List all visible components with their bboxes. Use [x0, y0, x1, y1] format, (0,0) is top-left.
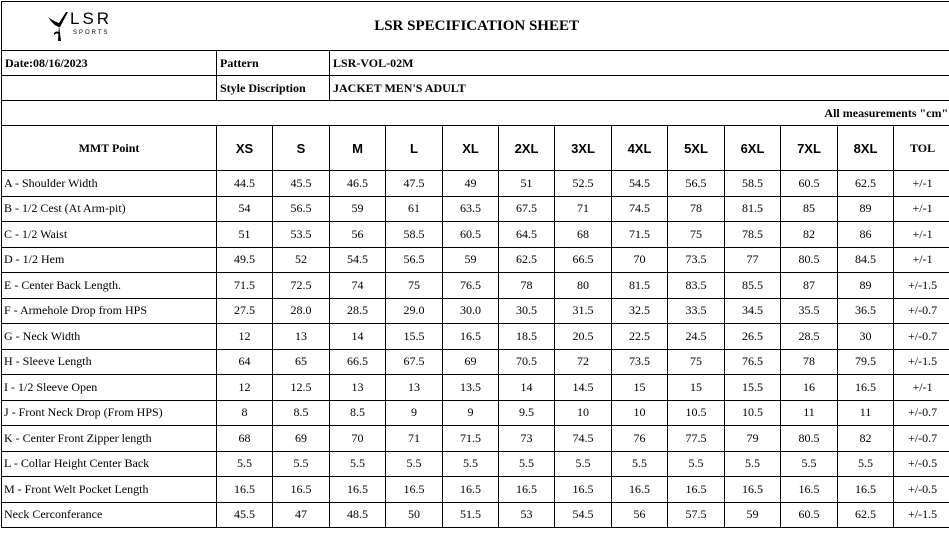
size-header: 6XL	[725, 126, 781, 171]
measurement-cell: 15.5	[386, 324, 443, 350]
measurement-cell: 69	[273, 426, 330, 452]
measurement-cell: 74.5	[555, 426, 612, 452]
swoosh-logo-icon	[46, 9, 72, 43]
info-row-pattern	[2, 51, 949, 76]
tolerance-cell: +/-0.7	[894, 324, 949, 350]
measurement-cell: 60.5	[781, 502, 838, 528]
measurement-cell: 60.5	[781, 171, 838, 197]
size-header: 7XL	[781, 126, 838, 171]
measurement-cell: 9.5	[499, 400, 555, 426]
empty-cell	[2, 76, 217, 101]
measurement-cell: 66.5	[555, 247, 612, 273]
tolerance-cell: +/-1	[894, 222, 949, 248]
tolerance-cell: +/-0.5	[894, 451, 949, 477]
measurement-cell: 14	[499, 375, 555, 401]
measurement-cell: 46.5	[330, 171, 386, 197]
measurement-cell: 71.5	[443, 426, 499, 452]
measurement-cell: 78	[781, 349, 838, 375]
measurement-cell: 9	[443, 400, 499, 426]
measurement-cell: 5.5	[386, 451, 443, 477]
mmt-point-header: MMT Point	[2, 126, 217, 171]
measurement-cell: 75	[668, 222, 725, 248]
measurement-cell: 71	[555, 196, 612, 222]
measurement-cell: 26.5	[725, 324, 781, 350]
table-row	[2, 375, 949, 401]
measurement-cell: 32.5	[612, 298, 668, 324]
size-header: 5XL	[668, 126, 725, 171]
table-row	[2, 502, 949, 528]
measurement-cell: 10.5	[668, 400, 725, 426]
size-header: 8XL	[838, 126, 894, 171]
measurement-cell: 28.5	[781, 324, 838, 350]
measurement-cell: 51.5	[443, 502, 499, 528]
table-row	[2, 426, 949, 452]
table-row	[2, 196, 949, 222]
measurement-cell: 80	[555, 273, 612, 299]
size-header: XL	[443, 126, 499, 171]
measurement-cell: 10	[555, 400, 612, 426]
measurement-cell: 10	[612, 400, 668, 426]
measurement-cell: 12	[217, 324, 273, 350]
measurement-cell: 54.5	[330, 247, 386, 273]
mmt-point-cell: M - Front Welt Pocket Length	[2, 477, 217, 503]
measurement-cell: 78	[668, 196, 725, 222]
measurement-cell: 47	[273, 502, 330, 528]
measurement-cell: 16.5	[217, 477, 273, 503]
measurement-cell: 53.5	[273, 222, 330, 248]
measurement-cell: 20.5	[555, 324, 612, 350]
measurement-cell: 49.5	[217, 247, 273, 273]
tolerance-cell: +/-1.5	[894, 502, 949, 528]
table-row	[2, 298, 949, 324]
measurement-cell: 16.5	[781, 477, 838, 503]
measurement-cell: 77	[725, 247, 781, 273]
measurement-cell: 73	[499, 426, 555, 452]
measurement-cell: 70	[330, 426, 386, 452]
measurement-cell: 49	[443, 171, 499, 197]
tolerance-cell: +/-1	[894, 247, 949, 273]
size-header: 3XL	[555, 126, 612, 171]
measurement-cell: 35.5	[781, 298, 838, 324]
measurement-cell: 53	[499, 502, 555, 528]
table-row	[2, 171, 949, 197]
measurement-cell: 16.5	[330, 477, 386, 503]
measurement-cell: 30	[838, 324, 894, 350]
table-row	[2, 247, 949, 273]
measurement-cell: 59	[443, 247, 499, 273]
measurements-note: All measurements "cm"	[2, 101, 949, 126]
measurement-cell: 12.5	[273, 375, 330, 401]
tolerance-cell: +/-0.7	[894, 426, 949, 452]
measurement-cell: 71	[386, 426, 443, 452]
measurement-cell: 62.5	[838, 502, 894, 528]
measurement-cell: 85.5	[725, 273, 781, 299]
measurement-cell: 36.5	[838, 298, 894, 324]
spec-sheet	[1, 1, 947, 533]
measurement-cell: 14	[330, 324, 386, 350]
measurement-cell: 52.5	[555, 171, 612, 197]
measurement-cell: 15	[612, 375, 668, 401]
pattern-value: LSR-VOL-02M	[330, 51, 949, 76]
measurement-cell: 81.5	[725, 196, 781, 222]
measurement-cell: 16.5	[386, 477, 443, 503]
mmt-point-cell: F - Armehole Drop from HPS	[2, 298, 217, 324]
measurement-cell: 67.5	[386, 349, 443, 375]
measurement-cell: 72.5	[273, 273, 330, 299]
info-row-style	[2, 76, 949, 101]
measurement-cell: 54.5	[555, 502, 612, 528]
measurement-cell: 74.5	[612, 196, 668, 222]
table-row	[2, 324, 949, 350]
lsr-logo	[46, 9, 116, 43]
size-header: 4XL	[612, 126, 668, 171]
measurement-cell: 5.5	[499, 451, 555, 477]
measurement-cell: 56.5	[386, 247, 443, 273]
measurement-cell: 64	[217, 349, 273, 375]
tolerance-cell: +/-0.7	[894, 400, 949, 426]
measurement-cell: 33.5	[668, 298, 725, 324]
measurement-cell: 5.5	[781, 451, 838, 477]
measurements-note-row	[2, 101, 949, 126]
measurement-cell: 74	[330, 273, 386, 299]
measurement-cell: 16.5	[725, 477, 781, 503]
tolerance-cell: +/-0.5	[894, 477, 949, 503]
style-label: Style Discription	[217, 76, 330, 101]
measurement-cell: 16	[781, 375, 838, 401]
measurement-cell: 59	[330, 196, 386, 222]
measurement-cell: 50	[386, 502, 443, 528]
tolerance-cell: +/-1.5	[894, 349, 949, 375]
measurement-cell: 30.0	[443, 298, 499, 324]
measurement-cell: 85	[781, 196, 838, 222]
mmt-point-cell: C - 1/2 Waist	[2, 222, 217, 248]
logo-brand-text: LSR	[70, 9, 113, 28]
measurement-cell: 77.5	[668, 426, 725, 452]
measurement-cell: 70.5	[499, 349, 555, 375]
header-cell	[2, 2, 949, 51]
size-header: L	[386, 126, 443, 171]
measurement-cell: 16.5	[443, 477, 499, 503]
measurement-cell: 82	[838, 426, 894, 452]
measurement-cell: 52	[273, 247, 330, 273]
measurement-cell: 16.5	[612, 477, 668, 503]
measurement-cell: 75	[386, 273, 443, 299]
header-row	[2, 2, 949, 51]
measurement-cell: 13.5	[443, 375, 499, 401]
measurement-cell: 13	[386, 375, 443, 401]
table-row	[2, 273, 949, 299]
measurement-cell: 89	[838, 196, 894, 222]
measurement-cell: 5.5	[838, 451, 894, 477]
mmt-point-cell: I - 1/2 Sleeve Open	[2, 375, 217, 401]
measurement-cell: 86	[838, 222, 894, 248]
size-header: S	[273, 126, 330, 171]
measurement-cell: 8	[217, 400, 273, 426]
measurement-cell: 5.5	[330, 451, 386, 477]
measurement-cell: 56	[612, 502, 668, 528]
measurement-cell: 8.5	[273, 400, 330, 426]
table-row	[2, 349, 949, 375]
measurement-cell: 28.0	[273, 298, 330, 324]
table-row	[2, 400, 949, 426]
measurement-cell: 5.5	[668, 451, 725, 477]
pattern-label: Pattern	[217, 51, 330, 76]
measurement-cell: 45.5	[217, 502, 273, 528]
measurement-cell: 67.5	[499, 196, 555, 222]
measurement-cell: 13	[330, 375, 386, 401]
measurement-cell: 16.5	[443, 324, 499, 350]
measurement-cell: 5.5	[725, 451, 781, 477]
mmt-point-cell: E - Center Back Length.	[2, 273, 217, 299]
measurement-cell: 82	[781, 222, 838, 248]
measurement-cell: 24.5	[668, 324, 725, 350]
measurement-cell: 54.5	[612, 171, 668, 197]
measurement-cell: 45.5	[273, 171, 330, 197]
measurement-cell: 31.5	[555, 298, 612, 324]
measurement-cell: 28.5	[330, 298, 386, 324]
measurement-cell: 80.5	[781, 426, 838, 452]
measurement-cell: 10.5	[725, 400, 781, 426]
measurement-cell: 60.5	[443, 222, 499, 248]
table-row	[2, 451, 949, 477]
measurement-cell: 5.5	[612, 451, 668, 477]
measurement-cell: 75	[668, 349, 725, 375]
measurement-cell: 70	[612, 247, 668, 273]
size-header: 2XL	[499, 126, 555, 171]
mmt-point-cell: J - Front Neck Drop (From HPS)	[2, 400, 217, 426]
measurement-cell: 11	[838, 400, 894, 426]
tolerance-cell: +/-1	[894, 375, 949, 401]
measurement-cell: 15	[668, 375, 725, 401]
mmt-point-cell: A - Shoulder Width	[2, 171, 217, 197]
mmt-point-cell: K - Center Front Zipper length	[2, 426, 217, 452]
measurement-cell: 61	[386, 196, 443, 222]
tol-header: TOL	[894, 126, 949, 171]
measurement-cell: 64.5	[499, 222, 555, 248]
page-title: LSR SPECIFICATION SHEET	[374, 17, 579, 34]
measurement-cell: 16.5	[838, 477, 894, 503]
measurement-cell: 78	[499, 273, 555, 299]
measurement-cell: 56.5	[668, 171, 725, 197]
measurement-cell: 72	[555, 349, 612, 375]
size-header: XS	[217, 126, 273, 171]
measurement-cell: 5.5	[217, 451, 273, 477]
measurement-cell: 73.5	[668, 247, 725, 273]
logo-sub-text: SPORTS	[73, 30, 110, 36]
measurement-cell: 5.5	[273, 451, 330, 477]
mmt-point-cell: H - Sleeve Length	[2, 349, 217, 375]
measurement-cell: 8.5	[330, 400, 386, 426]
measurement-cell: 16.5	[555, 477, 612, 503]
measurement-cell: 76.5	[725, 349, 781, 375]
measurement-cell: 22.5	[612, 324, 668, 350]
measurement-cell: 44.5	[217, 171, 273, 197]
tolerance-cell: +/-0.7	[894, 298, 949, 324]
measurement-cell: 16.5	[838, 375, 894, 401]
measurement-cell: 5.5	[555, 451, 612, 477]
style-value: JACKET MEN'S ADULT	[330, 76, 949, 101]
measurement-cell: 56.5	[273, 196, 330, 222]
measurement-cell: 56	[330, 222, 386, 248]
measurement-cell: 79.5	[838, 349, 894, 375]
measurement-cell: 87	[781, 273, 838, 299]
measurement-cell: 62.5	[499, 247, 555, 273]
measurement-cell: 5.5	[443, 451, 499, 477]
table-row	[2, 477, 949, 503]
measurement-cell: 81.5	[612, 273, 668, 299]
measurement-cell: 16.5	[668, 477, 725, 503]
measurement-cell: 58.5	[725, 171, 781, 197]
measurement-cell: 18.5	[499, 324, 555, 350]
measurement-cell: 89	[838, 273, 894, 299]
date-cell: Date:08/16/2023	[2, 51, 217, 76]
measurement-cell: 76	[612, 426, 668, 452]
mmt-point-cell: D - 1/2 Hem	[2, 247, 217, 273]
measurement-cell: 57.5	[668, 502, 725, 528]
measurement-cell: 9	[386, 400, 443, 426]
measurement-cell: 62.5	[838, 171, 894, 197]
measurement-cell: 12	[217, 375, 273, 401]
tolerance-cell: +/-1.5	[894, 273, 949, 299]
column-header-row	[2, 126, 949, 171]
measurement-cell: 51	[499, 171, 555, 197]
measurement-cell: 71.5	[217, 273, 273, 299]
size-header: M	[330, 126, 386, 171]
measurement-cell: 68	[555, 222, 612, 248]
measurement-cell: 83.5	[668, 273, 725, 299]
table-row	[2, 222, 949, 248]
measurement-cell: 73.5	[612, 349, 668, 375]
measurement-cell: 27.5	[217, 298, 273, 324]
measurement-cell: 58.5	[386, 222, 443, 248]
measurement-cell: 34.5	[725, 298, 781, 324]
measurement-cell: 15.5	[725, 375, 781, 401]
measurement-cell: 54	[217, 196, 273, 222]
measurement-cell: 79	[725, 426, 781, 452]
measurement-cell: 59	[725, 502, 781, 528]
measurement-cell: 80.5	[781, 247, 838, 273]
mmt-point-cell: L - Collar Height Center Back	[2, 451, 217, 477]
mmt-point-cell: G - Neck Width	[2, 324, 217, 350]
measurement-cell: 76.5	[443, 273, 499, 299]
mmt-point-cell: B - 1/2 Cest (At Arm-pit)	[2, 196, 217, 222]
mmt-point-cell: Neck Cerconferance	[2, 502, 217, 528]
measurement-cell: 29.0	[386, 298, 443, 324]
measurement-cell: 69	[443, 349, 499, 375]
measurement-cell: 11	[781, 400, 838, 426]
measurement-cell: 30.5	[499, 298, 555, 324]
measurement-cell: 78.5	[725, 222, 781, 248]
measurement-cell: 71.5	[612, 222, 668, 248]
measurement-cell: 16.5	[273, 477, 330, 503]
measurement-cell: 84.5	[838, 247, 894, 273]
measurement-cell: 13	[273, 324, 330, 350]
measurement-cell: 14.5	[555, 375, 612, 401]
measurement-cell: 51	[217, 222, 273, 248]
tolerance-cell: +/-1	[894, 196, 949, 222]
measurement-cell: 66.5	[330, 349, 386, 375]
tolerance-cell: +/-1	[894, 171, 949, 197]
measurement-cell: 63.5	[443, 196, 499, 222]
measurement-cell: 47.5	[386, 171, 443, 197]
spec-table	[1, 1, 949, 528]
measurement-cell: 68	[217, 426, 273, 452]
measurement-cell: 65	[273, 349, 330, 375]
measurement-cell: 16.5	[499, 477, 555, 503]
measurement-cell: 48.5	[330, 502, 386, 528]
